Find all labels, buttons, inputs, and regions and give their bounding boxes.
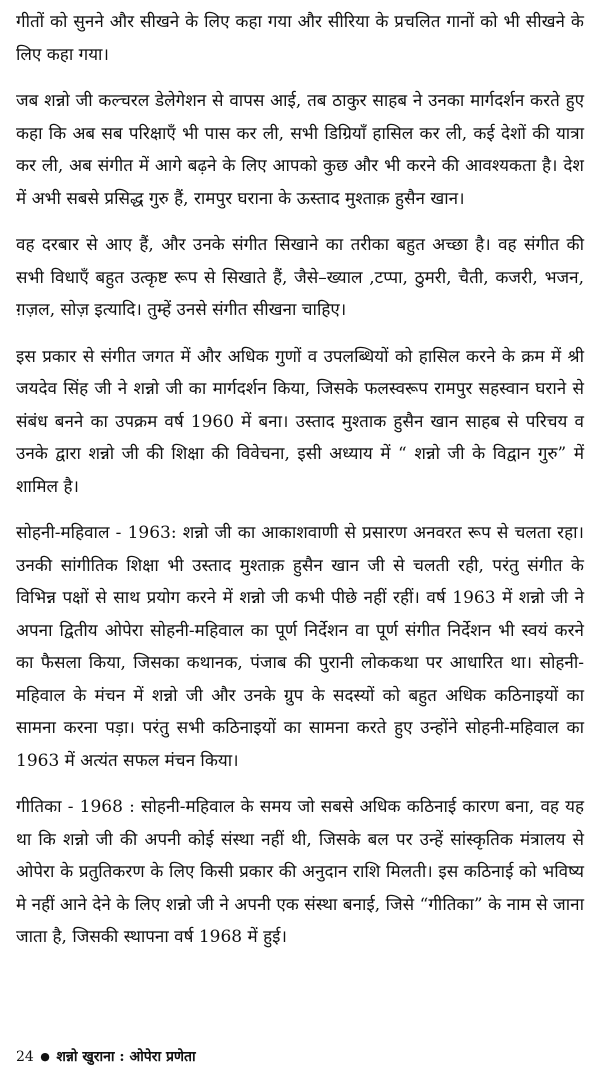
paragraph-6: गीतिका - 1968 : सोहनी-महिवाल के समय जो सबसे अधिक कठिनाई कारण बना, वह यह था कि शन्नो जी की अपनी कोई संस्था नहीं थी, जिसके बल पर उन्हें सांस्कृतिक मंत्रालय से ओपेरा के प्रतुतिकरण के लिए किसी प्रकार की अनुदान राशि मिलती। इस कठिनाई को भविष्य मे नहीं आने देने के लिए शन्नो जी ने अपनी एक संस्था बनाई, जिसे “गीतिका” के नाम से जाना जाता है, जिसकी स्थापना वर्ष 1968 में हुई। <box>16 797 584 947</box>
running-title: शन्नो खुराना : ओपेरा प्रणेता <box>56 1049 196 1065</box>
paragraph-5: सोहनी-महिवाल - 1963: शन्नो जी का आकाशवाणी से प्रसारण अनवरत रूप से चलता रहा। उनकी सांगीतिक शिक्षा भी उस्ताद मुश्ताक़ हुसैन खान जी से चलती रही, परंतु संगीत के विभिन्न पक्षों से साथ प्रयोग करने में शन्नो जी कभी पीछे नहीं रहीं। वर्ष 1963 में शन्नो जी ने अपना द्वितीय ओपेरा सोहनी-महिवाल का पूर्ण निर्देशन वा पूर्ण संगीत निर्देशन भी स्वयं करने का फैसला किया, जिसका कथानक, पंजाब की पुरानी लोककथा पर आधारित था। सोहनी-महिवाल के मंचन में शन्नो जी और उनके ग्रुप के सदस्यों को बहुत अधिक कठिनाइयों का सामना करना पड़ा। परंतु सभी कठिनाइयों का सामना करते हुए उन्होंने सोहनी-महिवाल का 1963 में अत्यंत सफल मंचन किया। <box>16 523 584 771</box>
paragraph-2: जब शन्नो जी कल्चरल डेलेगेशन से वापस आई, तब ठाकुर साहब ने उनका मार्गदर्शन करते हुए कहा कि अब सब परिक्षाएँ भी पास कर ली, सभी डिग्रियाँ हासिल कर ली, कई देशों की यात्रा कर ली, अब संगीत में आगे बढ़ने के लिए आपको कुछ और भी करने की आवश्यकता है। देश में अभी सबसे प्रसिद्ध गुरु हैं, रामपुर घराना के ऊस्ताद मुश्ताक़ हुसैन खान। <box>16 91 584 209</box>
page-footer <box>16 1046 196 1069</box>
paragraph-4: इस प्रकार से संगीत जगत में और अधिक गुणों व उपलब्धियों को हासिल करने के क्रम में श्री जयदेव सिंह जी ने शन्नो जी का मार्गदर्शन किया, जिसके फलस्वरूप रामपुर सहस्वान घराने से संबंध बनने का उपक्रम वर्ष 1960 में बना। उस्ताद मुश्ताक हुसैन खान साहब से परिचय व उनके द्वारा शन्नो जी की शिक्षा की विवेचना, इसी अध्याय में “ शन्नो जी के विद्वान गुरु” में शामिल है। <box>16 346 584 497</box>
paragraph-1: गीतों को सुनने और सीखने के लिए कहा गया और सीरिया के प्रचलित गानों को भी सीखने के लिए कहा गया। <box>16 12 584 65</box>
paragraph-3: वह दरबार से आए हैं, और उनके संगीत सिखाने का तरीका बहुत अच्छा है। वह संगीत की सभी विधाएँ बहुत उत्कृष्ट रूप से सिखाते हैं, जैसे–ख्याल ,टप्पा, ठुमरी, चैती, कजरी, भजन, ग़ज़ल, सोज़ इत्यादि। तुम्हें उनसे संगीत सीखना चाहिए। <box>16 235 584 320</box>
bullet-icon: ● <box>40 1050 50 1063</box>
page-body <box>16 6 584 968</box>
page-number: 24 <box>16 1049 34 1065</box>
